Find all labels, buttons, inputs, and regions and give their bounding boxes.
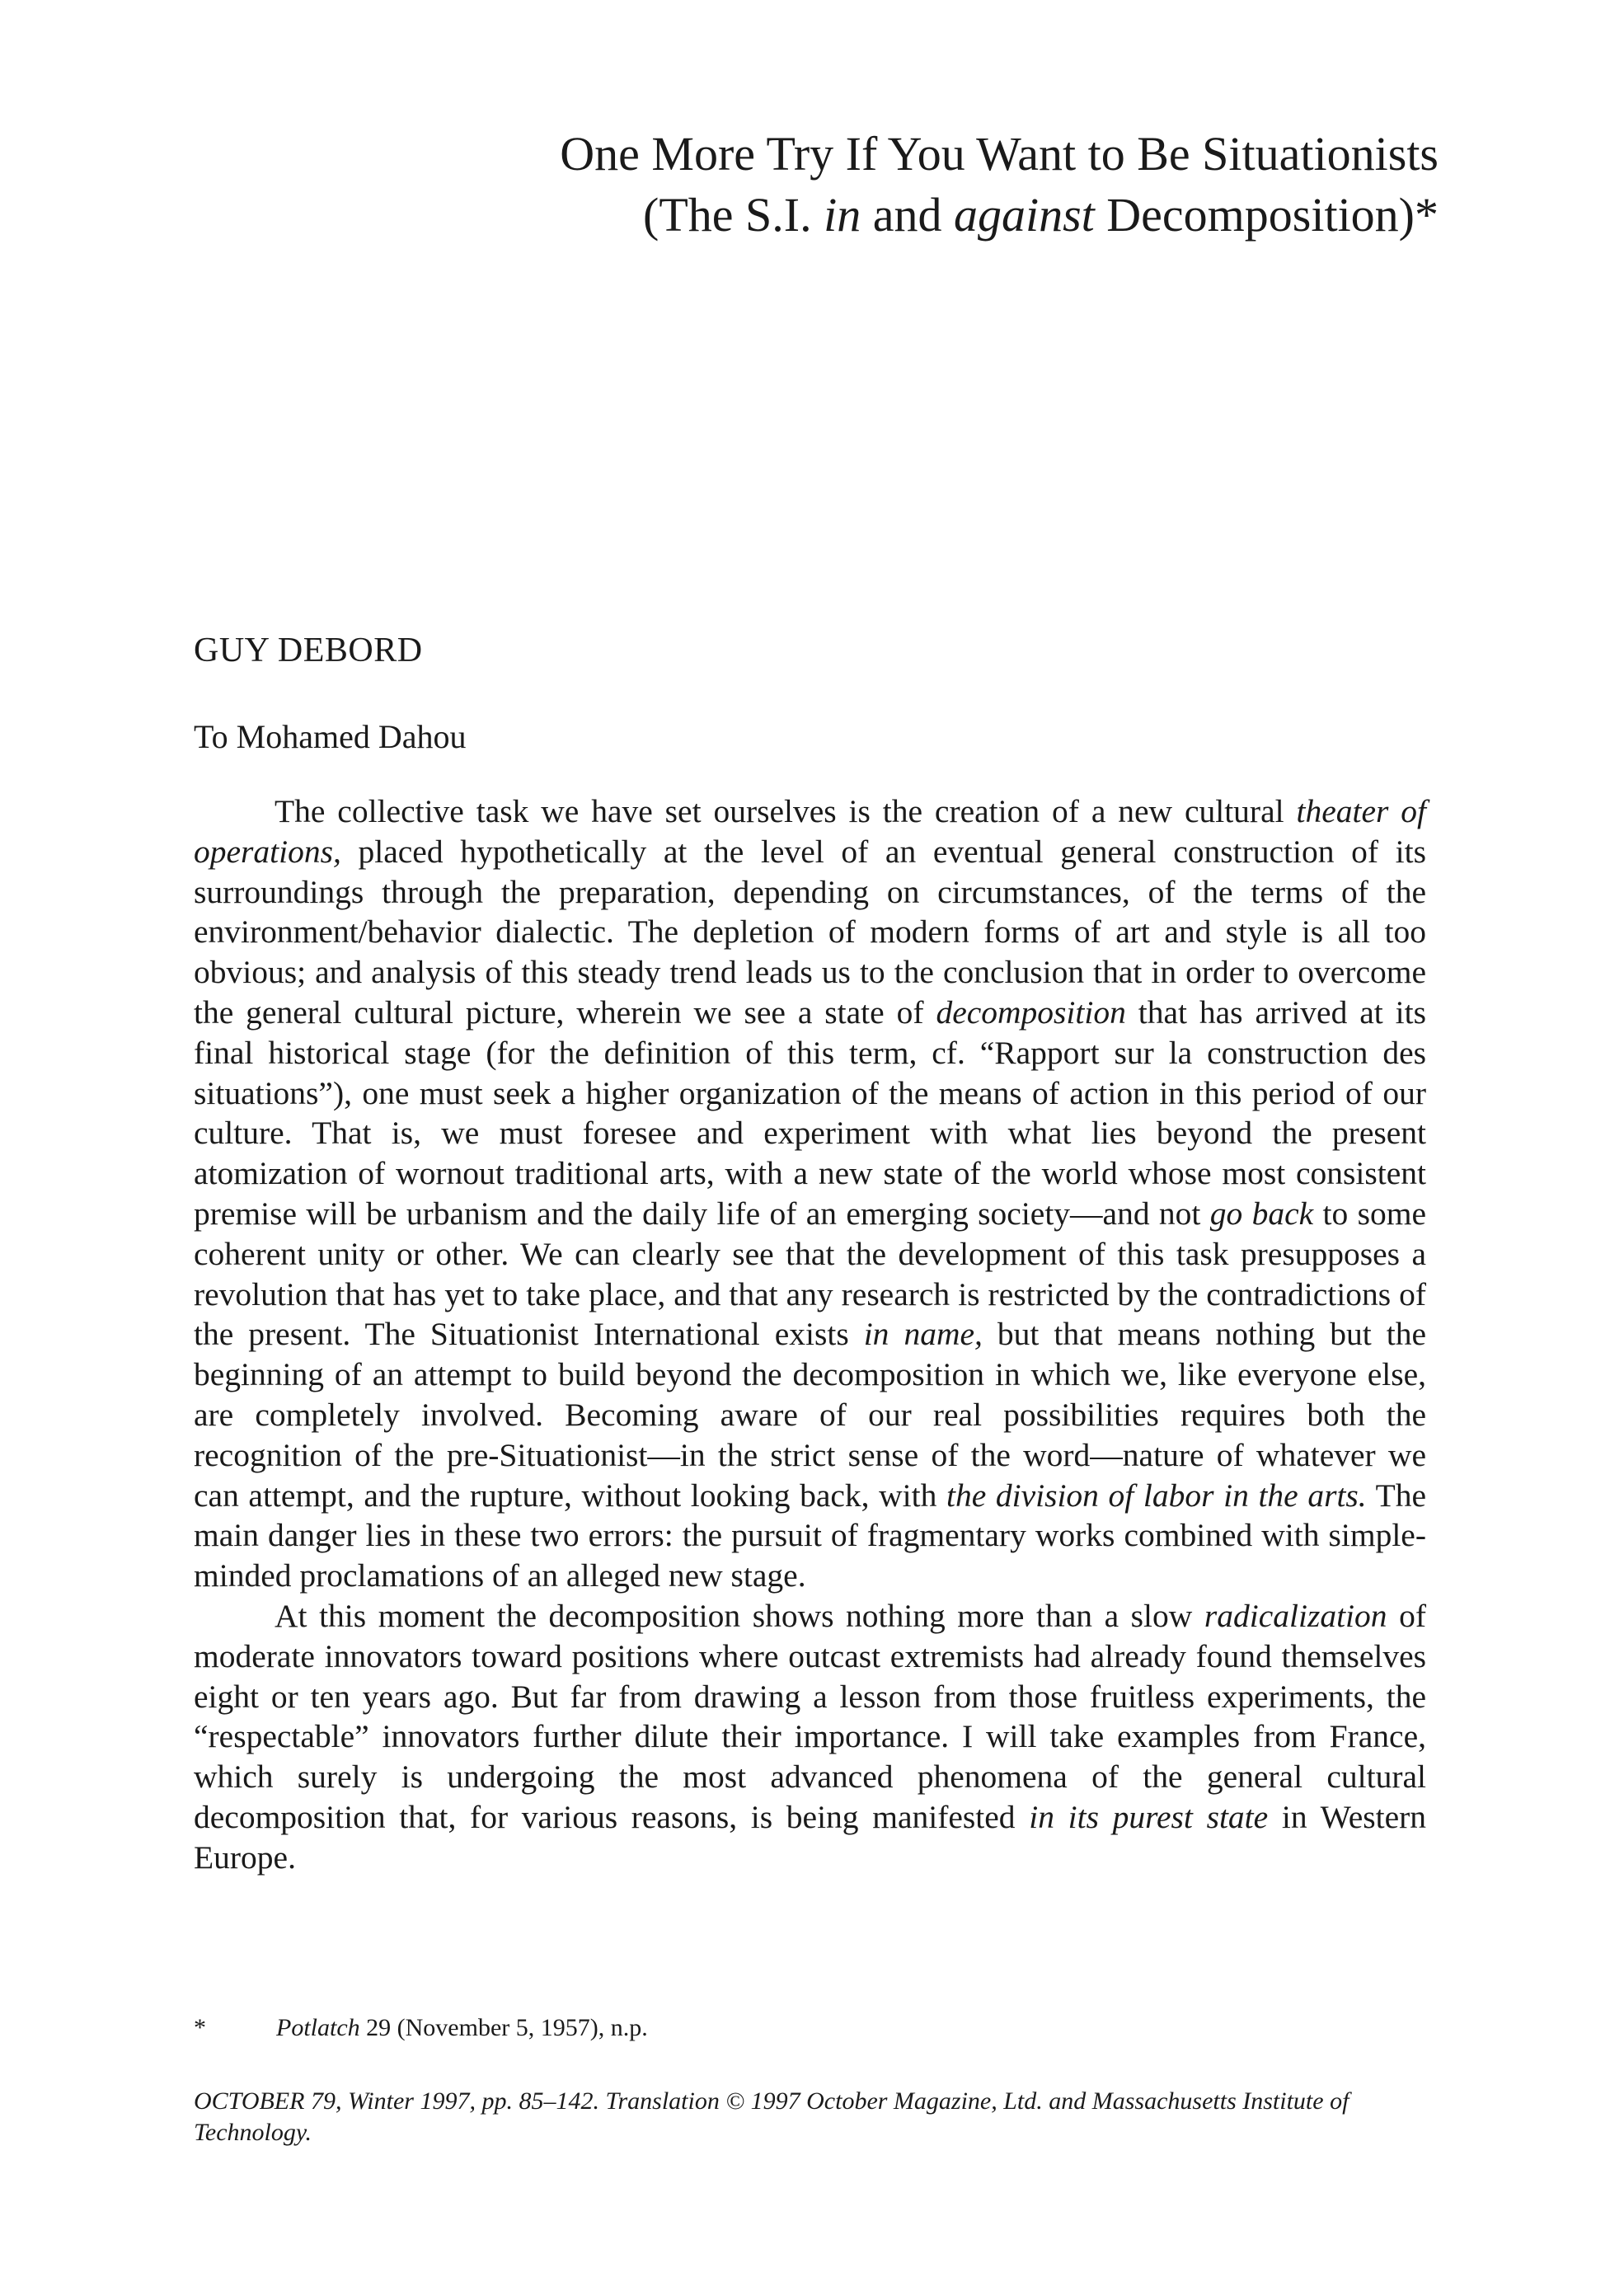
p1-emphasis-2: decomposition [936, 993, 1126, 1031]
paragraph-2 [194, 1596, 1426, 1878]
title-line-1: One More Try If You Want to Be Situationists [560, 127, 1439, 181]
p1-text-5: but that means nothing but the beginning of an attempt to build beyond the decomposition in which we, like everyone else, are completely involved. Becoming aware of our real possibilities requires both the recognition of the pre-Situationist—in the strict sense of the word—nature of whatever we can attempt, and the rupture, without looking back, with [194, 1316, 1426, 1514]
p1-text-3: that has arrived at its final historical stage (for the definition of this term, cf. “Rapport sur la construction des situations”), one must seek a higher organization of the means of action in this period of our culture. That is, we must foresee and experiment with what lies beyond the present atomization of wornout traditional arts, with a new state of the world whose most consistent premise will be urbanism and the daily life of an emerging society—and not [194, 993, 1427, 1232]
article-title [482, 124, 1439, 246]
footnote-source-details: 29 (November 5, 1957), n.p. [359, 2014, 648, 2041]
title-close: Decomposition)* [1094, 188, 1439, 242]
p1-emphasis-5: the division of labor in the arts. [946, 1477, 1367, 1514]
p1-text-6: The main danger lies in these two errors: the pursuit of fragmentary works combined with simple-minded proclamations of an alleged new stage. [194, 1477, 1426, 1594]
p1-emphasis-4: in name, [863, 1316, 983, 1353]
title-open: (The S.I. [643, 188, 824, 242]
p1-text-1: The collective task we have set ourselves is the creation of a new cultural [275, 793, 1297, 829]
p2-emphasis-2: in its purest state [1029, 1798, 1269, 1835]
footnote-mark: * [194, 2014, 206, 2041]
paragraph-1 [194, 791, 1426, 1596]
title-and: and [861, 188, 954, 242]
p1-emphasis-1: theater of operations, [194, 793, 1427, 870]
p2-text-3: in Western Europe. [194, 1798, 1427, 1876]
p1-text-2: placed hypothetically at the level of an eventual general construction of its surroundings through the preparation, depending on circumstances, of the terms of the environment/behavior dialectic. The depletion of modern forms of art and style is all too obvious; and analysis of this steady trend leads us to the conclusion that in order to overcome the general cultural picture, wherein we see a state of [194, 833, 1426, 1031]
p1-emphasis-3: go back [1209, 1195, 1314, 1232]
p2-text-2: of moderate innovators toward positions where outcast extremists had already found themselves eight or ten years ago. But far from drawing a lesson from those fruitless experiments, the “respectable” innovators further dilute their importance. I will take examples from France, which surely is undergoing the most advanced phenomena of the general cultural decomposition that, for various reasons, is being manifested [194, 1597, 1427, 1835]
footnote-source-title: Potlatch [276, 2014, 360, 2041]
p2-text-1: At this moment the decomposition shows nothing more than a slow [275, 1597, 1204, 1634]
footnote [194, 2012, 1426, 2045]
author-name: GUY DEBORD [194, 632, 423, 669]
journal-citation: OCTOBER 79, Winter 1997, pp. 85–142. Translation © 1997 October Magazine, Ltd. and Massachusetts Institute of Technology. [194, 2087, 1349, 2146]
title-in: in [824, 188, 861, 242]
p1-text-4: to some coherent unity or other. We can clearly see that the development of this task presupposes a revolution that has yet to take place, and that any research is restricted by the contradictions of the present. The Situationist International exists [194, 1195, 1426, 1353]
title-against: against [953, 188, 1095, 242]
body-text [194, 791, 1426, 1878]
p2-emphasis-1: radicalization [1204, 1597, 1387, 1634]
dedication: To Mohamed Dahou [194, 718, 467, 755]
title-line-2 [482, 185, 1439, 246]
